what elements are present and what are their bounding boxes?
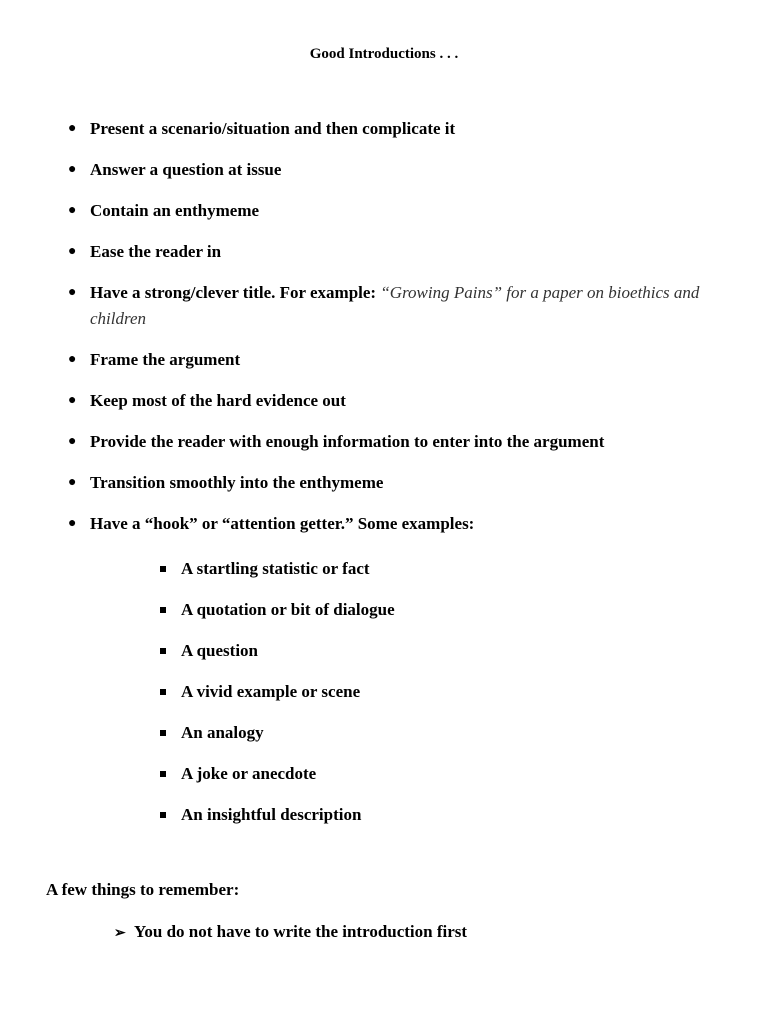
square-bullet-icon [160,607,166,613]
list-item-text: Contain an enthymeme [90,201,260,220]
example-title-note: “Growing Pains” for a paper on bioethics and children [90,283,700,328]
list-item [68,198,730,224]
main-bullet-list [68,116,730,552]
square-bullet-icon [160,648,166,654]
list-item-text: Answer a question at issue [90,160,282,179]
hook-examples-list [181,556,395,843]
bullet-icon: ● [68,285,77,300]
sub-list-item [181,679,395,705]
page-title: Good Introductions . . . [309,46,459,62]
list-item [68,116,730,142]
sub-list-item [181,638,395,664]
remember-item [114,922,467,942]
square-bullet-icon [160,771,166,777]
sub-list-item [181,556,395,582]
list-item [68,429,730,455]
square-bullet-icon [160,566,166,572]
list-item-text: Keep most of the hard evidence out [90,391,346,410]
square-bullet-icon [160,730,166,736]
remember-heading: A few things to remember: [46,880,240,899]
sub-list-item-text: An analogy [181,723,264,742]
sub-list-item [181,597,395,623]
remember-item-text: You do not have to write the introduction first [134,922,468,941]
sub-list-item [181,720,395,746]
bullet-icon: ● [68,244,77,259]
list-item-text: Have a “hook” or “attention getter.” Some examples: [90,514,475,533]
bullet-icon: ● [68,203,77,218]
bullet-icon: ● [68,121,77,136]
list-item-text: Provide the reader with enough information to enter into the argument [90,432,605,451]
arrow-bullet-icon: ➢ [114,926,126,941]
list-item [68,280,730,332]
list-item-text: Transition smoothly into the enthymeme [90,473,384,492]
bullet-icon: ● [68,434,77,449]
bullet-icon: ● [68,352,77,367]
sub-list-item-text: An insightful description [181,805,362,824]
list-item [68,470,730,496]
list-item [68,157,730,183]
list-item-text: Have a strong/clever title. For example: [90,283,381,302]
sub-list-item [181,802,395,828]
bullet-icon: ● [68,475,77,490]
list-item [68,388,730,414]
list-item-text: Frame the argument [90,350,241,369]
sub-list-item-text: A joke or anecdote [181,764,317,783]
sub-list-item-text: A quotation or bit of dialogue [181,600,395,619]
list-item [68,511,730,537]
list-item [68,347,730,373]
square-bullet-icon [160,812,166,818]
sub-list-item-text: A question [181,641,258,660]
list-item-text: Ease the reader in [90,242,222,261]
bullet-icon: ● [68,162,77,177]
sub-list-item [181,761,395,787]
list-item [68,239,730,265]
list-item-text: Present a scenario/situation and then complicate it [90,119,456,138]
bullet-icon: ● [68,516,77,531]
square-bullet-icon [160,689,166,695]
bullet-icon: ● [68,393,77,408]
sub-list-item-text: A startling statistic or fact [181,559,370,578]
sub-list-item-text: A vivid example or scene [181,682,361,701]
